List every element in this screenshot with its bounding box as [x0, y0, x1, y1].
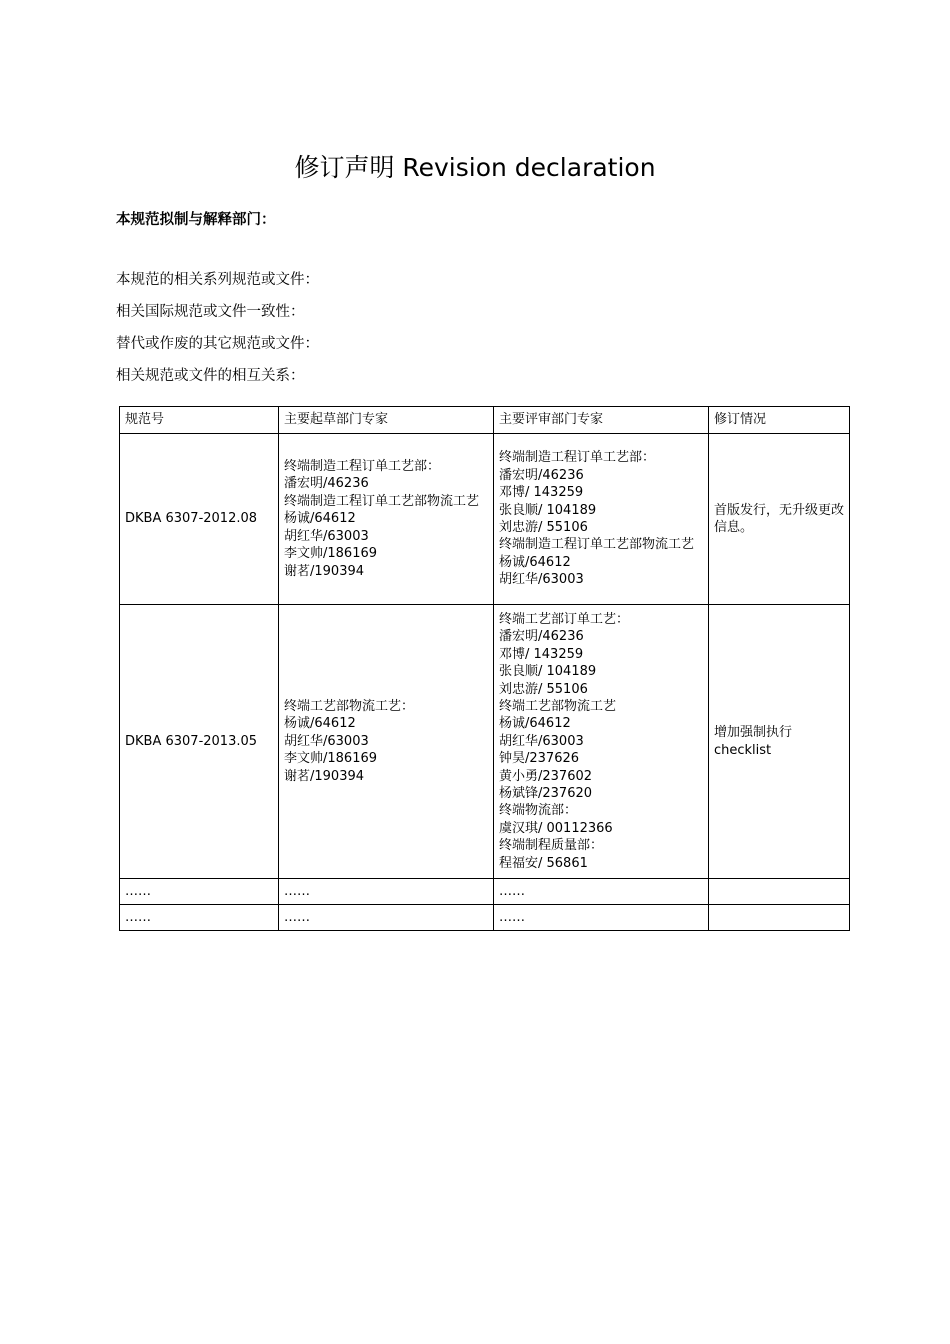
spec-number-cell: …… [120, 905, 279, 931]
list-item: 杨诚/64612 [284, 716, 356, 732]
list-item: 谢茗/190394 [284, 768, 365, 784]
revision-status-cell [709, 434, 850, 605]
spec-number-cell: DKBA 6307-2013.05 [120, 605, 279, 879]
spec-number-cell: DKBA 6307-2012.08 [120, 434, 279, 605]
list-item: 增加强制执行 [714, 725, 793, 741]
review-experts-cell [494, 605, 709, 879]
list-item: 刘忠游/ 55106 [499, 681, 588, 697]
revision-table [119, 406, 850, 931]
drafting-experts-cell: …… [279, 905, 494, 931]
list-item: 钟昊/237626 [499, 751, 580, 767]
revision-status-cell [709, 605, 850, 879]
table-row [120, 605, 850, 879]
table-header-row [120, 407, 850, 434]
list-item: 虞汉琪/ 00112366 [499, 820, 613, 836]
list-item: 终端制造工程订单工艺部： [284, 459, 441, 475]
list-item: 胡红华/63003 [499, 733, 584, 749]
review-experts-cell: …… [494, 905, 709, 931]
department-label: 本规范拟制与解释部门： [116, 212, 276, 228]
list-item: 黄小勇/237602 [499, 768, 593, 784]
list-item: 邓博/ 143259 [499, 485, 584, 501]
name-list [499, 611, 703, 872]
list-item: 胡红华/63003 [284, 733, 369, 749]
info-line-international-consistency: 相关国际规范或文件一致性： [116, 304, 305, 320]
list-item: 胡红华/63003 [499, 572, 584, 588]
revision-status-cell [709, 905, 850, 931]
name-list [284, 698, 488, 785]
list-item: 潘宏明/46236 [284, 476, 369, 492]
header-drafting-experts: 主要起草部门专家 [279, 407, 494, 434]
list-item: 终端制程质量部： [499, 838, 604, 854]
table-row [120, 879, 850, 905]
list-item: 终端制造工程订单工艺部物流工艺 [499, 537, 695, 553]
header-review-experts: 主要评审部门专家 [494, 407, 709, 434]
list-item: 终端工艺部物流工艺： [284, 698, 415, 714]
info-line-related-series: 本规范的相关系列规范或文件： [116, 272, 319, 288]
info-line-mutual-relations: 相关规范或文件的相互关系： [116, 368, 305, 384]
list-item: 胡红华/63003 [284, 528, 369, 544]
table-row [120, 434, 850, 605]
list-item: 杨诚/64612 [499, 716, 571, 732]
list-item: 杨诚/64612 [284, 511, 356, 527]
table-row [120, 905, 850, 931]
list-item: 谢茗/190394 [284, 563, 365, 579]
list-item: 李文帅/186169 [284, 546, 378, 562]
list-item: 终端工艺部订单工艺： [499, 611, 630, 627]
list-item: 张良顺/ 104189 [499, 664, 597, 680]
name-list [499, 449, 703, 588]
list-item: 潘宏明/46236 [499, 467, 584, 483]
list-item: 刘忠游/ 55106 [499, 520, 588, 535]
drafting-experts-cell: …… [279, 879, 494, 905]
drafting-experts-cell [279, 434, 494, 605]
list-item: 杨斌锋/237620 [499, 786, 593, 802]
spec-number-cell: …… [120, 879, 279, 905]
list-item: 张良顺/ 104189 [499, 502, 597, 518]
list-item: 首版发行，无升级更改信息。 [714, 502, 845, 535]
list-item: 终端制造工程订单工艺部： [499, 450, 656, 466]
revision-status-cell [709, 879, 850, 905]
header-spec-number: 规范号 [120, 407, 279, 434]
review-experts-cell: …… [494, 879, 709, 905]
header-revision-status: 修订情况 [709, 407, 850, 434]
list-item: 潘宏明/46236 [499, 629, 584, 645]
info-line-replaced-specs: 替代或作废的其它规范或文件： [116, 336, 319, 352]
list-item: 程福安/ 56861 [499, 855, 588, 871]
list-item: 终端工艺部物流工艺 [499, 698, 617, 714]
list-item: 杨诚/64612 [499, 554, 571, 570]
drafting-experts-cell [279, 605, 494, 879]
list-item: 李文帅/186169 [284, 751, 378, 767]
review-experts-cell [494, 434, 709, 605]
list-item: 终端制造工程订单工艺部物流工艺 [284, 493, 480, 509]
list-item: 邓博/ 143259 [499, 646, 584, 662]
list-item: checklist [714, 742, 772, 758]
name-list [284, 458, 488, 580]
list-item: 终端物流部： [499, 803, 578, 819]
page-title: 修订声明 Revision declaration [294, 153, 656, 182]
